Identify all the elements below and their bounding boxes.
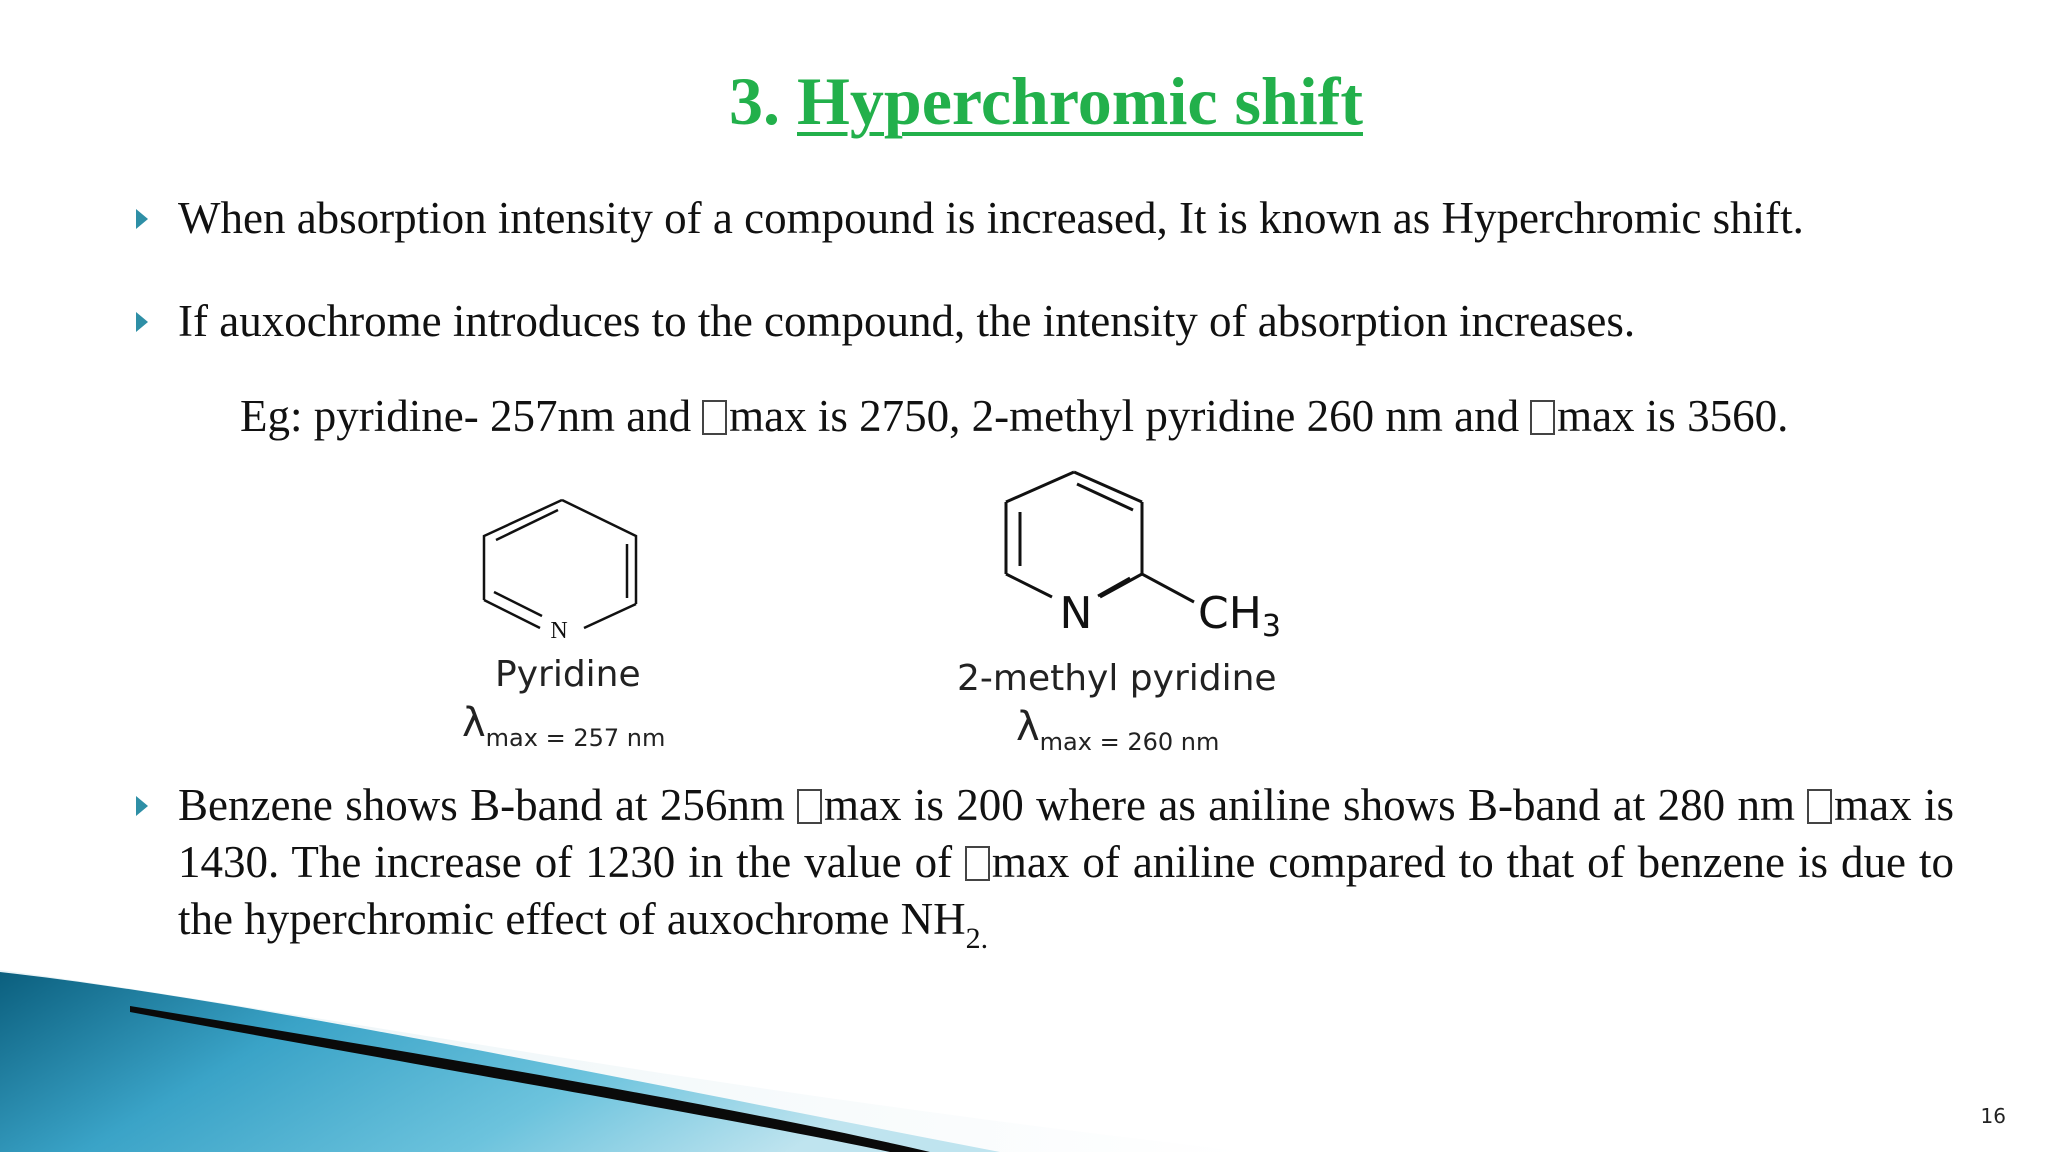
- nh2-subscript: 2.: [965, 922, 989, 955]
- title-number: 3.: [729, 63, 780, 139]
- bullet3-part-3: max is 1430. The increase of 1230 in the value of: [178, 780, 1954, 887]
- bullet3-part-2: max is 200 where as aniline shows B-band at 280 nm: [823, 780, 1808, 830]
- example-line: [240, 388, 1788, 445]
- bullet-item-2: [136, 293, 1966, 350]
- methylpyridine-lambda: [1016, 704, 1220, 756]
- bullet-text-2: If auxochrome introduces to the compound, the intensity of absorption increases.: [178, 296, 1636, 346]
- bullet-text-1: When absorption intensity of a compound is increased, It is known as Hyperchromic shift.: [178, 193, 1804, 243]
- methylpyridine-structure: [990, 462, 1310, 642]
- methylpyridine-label: 2-methyl pyridine: [957, 658, 1277, 699]
- title-text: Hyperchromic shift: [797, 63, 1363, 139]
- missing-glyph-box-icon: [1807, 789, 1832, 824]
- triangle-bullet-icon: [136, 209, 148, 229]
- slide-title: [0, 62, 2048, 141]
- bullet-item-1: [136, 190, 1966, 247]
- bullet-text-3: [178, 777, 1954, 953]
- bullet3-part-1: Benzene shows B-band at 256nm: [178, 780, 798, 830]
- example-part-1: Eg: pyridine- 257nm and: [240, 391, 703, 441]
- decorative-wave: [0, 940, 1300, 1152]
- methylpyridine-lambda-value: max = 260 nm: [1039, 728, 1220, 756]
- pyridine-lambda-value: max = 257 nm: [485, 724, 666, 752]
- pyridine-label: Pyridine: [495, 654, 641, 695]
- bullet-item-3: [136, 777, 1954, 957]
- pyridine-structure: [470, 492, 650, 644]
- triangle-bullet-icon: [136, 312, 148, 332]
- lambda-symbol: λ: [1016, 704, 1040, 750]
- example-part-2: max is 2750, 2-methyl pyridine 260 nm and: [729, 391, 1531, 441]
- pyridine-lambda: [462, 700, 666, 752]
- page-number: 16: [1980, 1104, 2006, 1128]
- missing-glyph-box-icon: [965, 846, 990, 881]
- missing-glyph-box-icon: [797, 789, 822, 824]
- bullet3-part-4: max of aniline compared to that of benzene is due to the hyperchromic effect of auxochrome NH: [178, 837, 1954, 944]
- missing-glyph-box-icon: [702, 400, 727, 435]
- methyl-group-label: CH3: [1198, 588, 1281, 642]
- methylpyridine-atom-n: N: [1059, 588, 1093, 639]
- missing-glyph-box-icon: [1530, 400, 1555, 435]
- lambda-symbol: λ: [462, 700, 486, 746]
- example-part-3: max is 3560.: [1557, 391, 1789, 441]
- pyridine-atom-n: N: [550, 618, 568, 644]
- triangle-bullet-icon: [136, 796, 148, 816]
